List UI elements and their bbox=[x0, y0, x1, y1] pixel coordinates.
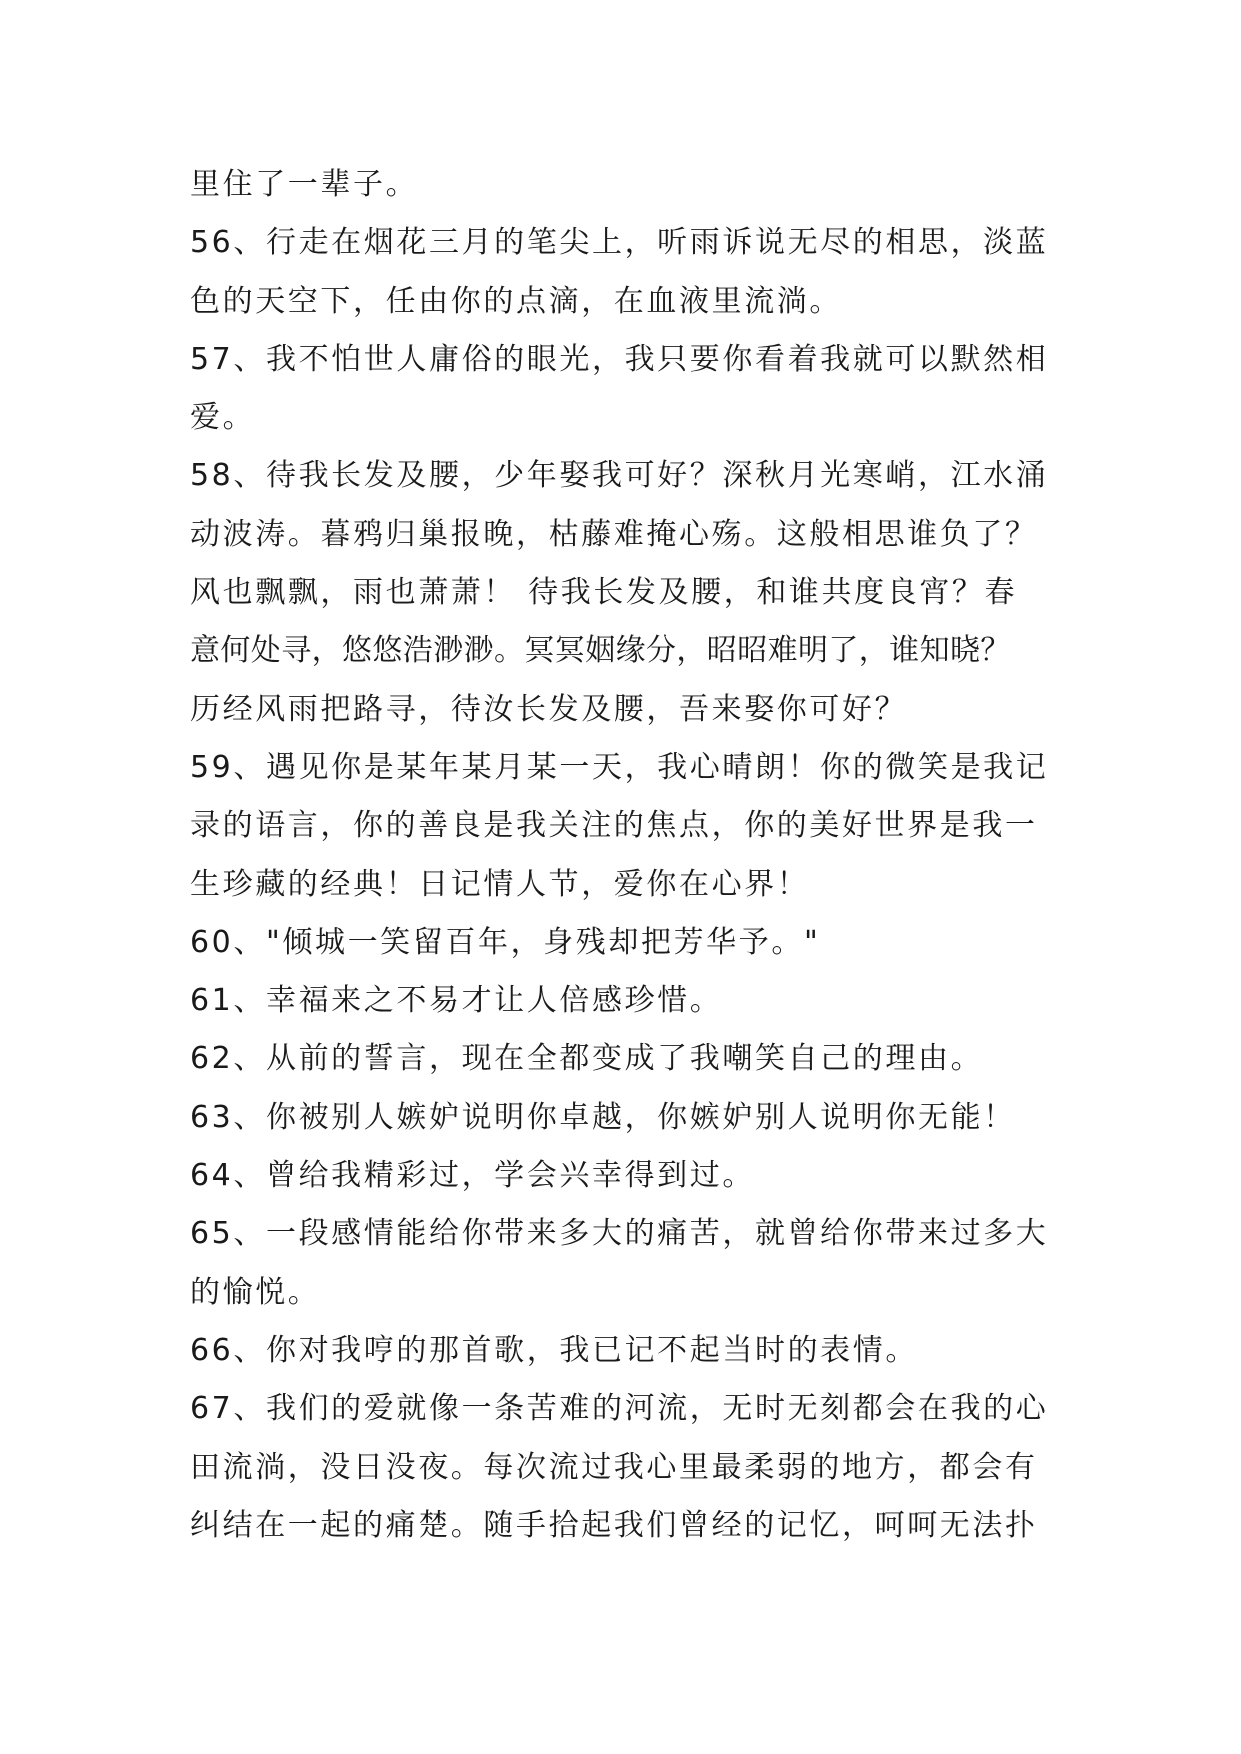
text-line: 录的语言，你的善良是我关注的焦点，你的美好世界是我一 bbox=[190, 808, 1038, 844]
text-line: 意何处寻，悠悠浩渺渺。冥冥姻缘分，昭昭难明了，谁知晓？ bbox=[190, 633, 1011, 669]
text-line: 61、幸福来之不易才让人倍感珍惜。 bbox=[190, 983, 723, 1019]
text-line: 历经风雨把路寻，待汝长发及腰，吾来娶你可好？ bbox=[190, 691, 908, 727]
text-line: 60、"倾城一笑留百年，身残却把芳华予。" bbox=[190, 924, 821, 960]
text-line: 里住了一辈子。 bbox=[190, 167, 419, 202]
text-line: 风也飘飘，雨也萧萧！ 待我长发及腰，和谁共度良宵？春 bbox=[190, 575, 1018, 611]
text-line: 57、我不怕世人庸俗的眼光，我只要你看着我就可以默然相 bbox=[190, 341, 1049, 377]
text-line: 59、遇见你是某年某月某一天，我心晴朗！你的微笑是我记 bbox=[190, 749, 1049, 785]
text-line: 色的天空下，任由你的点滴，在血液里流淌。 bbox=[190, 283, 842, 319]
text-line: 64、曾给我精彩过，学会兴幸得到过。 bbox=[190, 1158, 755, 1194]
text-line: 动波涛。暮鸦归巢报晚，枯藤难掩心殇。这般相思谁负了？ bbox=[190, 516, 1038, 552]
document-body bbox=[190, 156, 1060, 1555]
text-line: 生珍藏的经典！日记情人节，爱你在心界！ bbox=[190, 866, 810, 902]
text-line: 67、我们的爱就像一条苦难的河流，无时无刻都会在我的心 bbox=[190, 1391, 1049, 1427]
text-line: 63、你被别人嫉妒说明你卓越，你嫉妒别人说明你无能！ bbox=[190, 1099, 1016, 1135]
text-line: 58、待我长发及腰，少年娶我可好？深秋月光寒峭，江水涌 bbox=[190, 458, 1049, 494]
text-line: 66、你对我哼的那首歌，我已记不起当时的表情。 bbox=[190, 1332, 918, 1368]
text-line: 62、从前的誓言，现在全都变成了我嘲笑自己的理由。 bbox=[190, 1041, 984, 1077]
text-line: 爱。 bbox=[190, 400, 256, 436]
text-line: 的愉悦。 bbox=[190, 1274, 321, 1310]
text-line: 65、一段感情能给你带来多大的痛苦，就曾给你带来过多大 bbox=[190, 1216, 1049, 1252]
text-line: 纠结在一起的痛楚。随手拾起我们曾经的记忆，呵呵无法扑 bbox=[190, 1507, 1038, 1543]
text-line: 56、行走在烟花三月的笔尖上，听雨诉说无尽的相思，淡蓝 bbox=[190, 225, 1049, 261]
text-line: 田流淌，没日没夜。每次流过我心里最柔弱的地方，都会有 bbox=[190, 1449, 1038, 1485]
